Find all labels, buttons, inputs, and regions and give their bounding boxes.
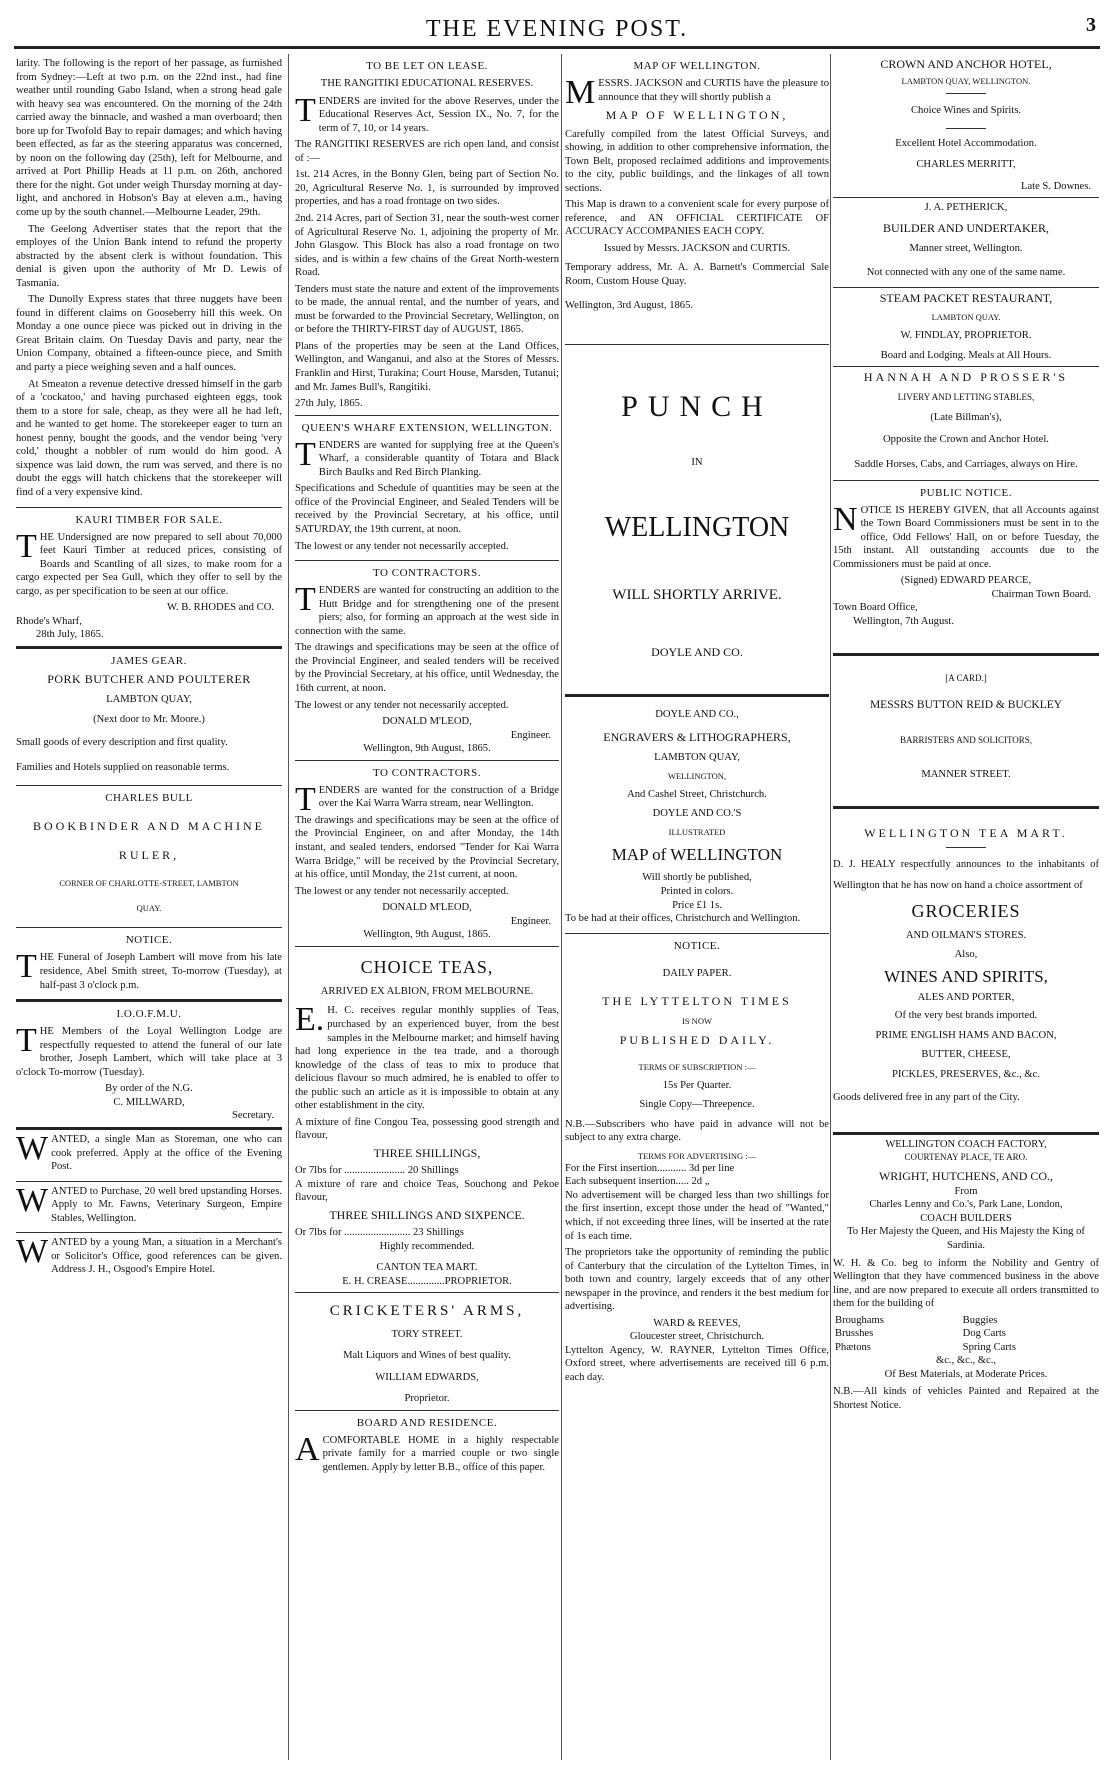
ad-heading: TO CONTRACTORS. (373, 567, 481, 580)
ad-address: And Cashel Street, Christchurch. (627, 788, 767, 800)
ad-title: ENGRAVERS & LITHOGRAPHERS, (603, 729, 791, 744)
ad-line: ALES AND PORTER, (917, 992, 1015, 1004)
ad-line: PICKLES, PRESERVES, &c., &c. (891, 1068, 1041, 1080)
ad-heading: WELLINGTON COACH FACTORY, (885, 1139, 1047, 1151)
masthead-rule (14, 46, 1100, 49)
list-item: Spring Carts (962, 1341, 1016, 1353)
ad-body: 1st. 214 Acres, in the Bonny Glen, being part of Section No. 20, Agricultural Reserve No. 1, is surrounded by improved properties, and has a road frontage on two sides. (295, 169, 559, 208)
ad-body: TENDERS are invited for the above Reserves, under the Educational Reserves Act, Session IX., No. 7, for the term of 7, 10, or 14 years. (295, 91, 559, 134)
crown-anchor-ad (833, 54, 1099, 198)
ad-line: ILLUSTRATED (668, 826, 726, 837)
table-row (833, 1314, 1099, 1328)
ad-body: The drawings and specifications may be seen at the office of the Provincial Engineer, and sealed tenders will be received by the Provincial Secretary, at his office, until Wednesday, the 16th current, at noon. (295, 642, 559, 695)
list-item: Brusshes (835, 1328, 874, 1340)
ad-line: Choice Wines and Spirits. (910, 105, 1021, 117)
ad-line: Of Best Materials, at Moderate Prices. (884, 1368, 1048, 1380)
ad-date: Wellington, 7th August. (853, 616, 954, 627)
ad-line: Of the very best brands imported. (894, 1010, 1038, 1021)
ad-title: THE RANGITIKI EDUCATIONAL RESERVES. (320, 78, 534, 90)
ad-heading: QUEEN'S WHARF EXTENSION, WELLINGTON. (301, 421, 553, 434)
ad-body: Specifications and Schedule of quantities may be seen at the office of the Provincial Engineer, and Sealed Tenders will be received by the Provincial Secretary, at his office, until SATURDAY, the 19th current, at noon. (295, 483, 559, 536)
lease-ad (295, 54, 559, 416)
ad-line: Charles Lenny and Co.'s, Park Lane, London, (869, 1199, 1063, 1211)
ad-line: Not connected with any one of the same name. (866, 266, 1066, 278)
ad-line: Small goods of every description and first quality. (16, 737, 228, 749)
ad-heading: NOTICE. (673, 939, 721, 952)
ad-line: Board and Lodging. Meals at All Hours. (880, 349, 1052, 361)
ad-place: Rhode's Wharf, (16, 615, 82, 627)
list-item: Phætons (835, 1341, 871, 1353)
ad-line: To Her Majesty the Queen, and His Majesty the King of Sardinia. (847, 1226, 1085, 1251)
ad-title: BUILDER AND UNDERTAKER, (883, 220, 1049, 235)
punch-in: IN (691, 457, 703, 469)
steam-packet-ad (833, 288, 1099, 367)
ad-signature: DONALD M'LEOD, (382, 902, 472, 914)
list-item: Broughams (835, 1314, 884, 1326)
column-2 (295, 54, 559, 1760)
ad-line: &c., &c., &c., (935, 1355, 996, 1367)
ad-body: THE Funeral of Joseph Lambert will move from his late residence, Abel Smith street, To-morrow (Tuesday), at half-past 3 o'clock p.m. (16, 948, 282, 991)
ad-date: 27th July, 1865. (295, 398, 363, 410)
ad-body: NOTICE IS HEREBY GIVEN, that all Accounts against the Town Board Commissioners must be sent in to the office, Odd Fellows' Hall, on or before Tuesday, the 15th instant. All outstanding accounts due to the Commissioners must be paid at once. (833, 500, 1099, 570)
ad-body: MESSRS. JACKSON and CURTIS have the pleasure to announce that they will shortly publish a (565, 74, 829, 112)
ad-line: Excellent Hotel Accommodation. (895, 137, 1037, 149)
ad-address: CORNER OF CHARLOTTE-STREET, LAMBTON (59, 877, 239, 888)
ad-note: (Next door to Mr. Moore.) (93, 713, 205, 725)
ad-line: Also, (954, 949, 978, 961)
ad-address: LAMBTON QUAY, (106, 694, 192, 706)
ad-heading: J. A. PETHERICK, (924, 202, 1008, 214)
ad-title: WELLINGTON TEA MART. (864, 825, 1068, 840)
ad-date: 28th July, 1865. (36, 629, 104, 641)
ad-line: From (954, 1185, 978, 1197)
divider (946, 847, 986, 848)
ad-title: HANNAH AND PROSSER'S (863, 370, 1069, 385)
wanted-ad (16, 1130, 282, 1182)
ad-signature: W. FINDLAY, PROPRIETOR. (900, 330, 1032, 342)
divider (946, 128, 986, 129)
ad-signature: DONALD M'LEOD, (382, 716, 472, 728)
ad-body: The lowest or any tender not necessarily accepted. (295, 885, 509, 897)
punch-title: PUNCH (621, 390, 773, 424)
column-1 (16, 54, 282, 1760)
ad-heading: I.O.O.F.M.U. (116, 1008, 182, 1021)
ad-body: 2nd. 214 Acres, part of Section 31, near the south-west corner of Agricultural Reserve No. 1, adjoining the property of Mr. John Glasgow. This Block has also a road frontage on two sides, and is within a few chains of the Great North-western Road. (295, 213, 559, 279)
ad-heading: KAURI TIMBER FOR SALE. (75, 513, 223, 526)
cricketers-arms-ad (295, 1293, 559, 1410)
ad-line: Each subsequent insertion..... 2d „ (565, 1176, 710, 1188)
public-notice (833, 481, 1099, 656)
ad-heading: MAP OF WELLINGTON. (633, 60, 761, 72)
column-3 (565, 54, 829, 1760)
ad-body: The RANGITIKI RESERVES are rich open land, and consist of :— (295, 139, 559, 164)
ad-signature: (Signed) EDWARD PEARCE, (900, 575, 1032, 587)
ad-body: Lyttelton Agency, W. RAYNER, Lyttelton Times Office, Oxford street, where advertisements are received till 6 p.m. each day. (565, 1344, 829, 1383)
ad-price: Price £1 1s. (672, 899, 722, 911)
ad-body: Carefully compiled from the latest Official Surveys, and showing, in addition to other comprehensive information, the Town Belt, proposed reclaimed additions and improvements to the city, public buildings, and the linkages of all town sections. (565, 128, 829, 194)
contractors-ad (295, 761, 559, 947)
vehicle-list (833, 1314, 1099, 1355)
table-row (833, 1327, 1099, 1341)
column-divider (830, 54, 831, 1760)
ad-body: WANTED, a single Man as Storeman, one who can cook preferred. Apply at the office of the Evening Post. (16, 1130, 282, 1173)
ad-body: WANTED by a young Man, a situation in a Merchant's or Solicitor's Office, good references can be given. Address J. H., Osgood's Empire Hotel. (16, 1233, 282, 1276)
column-divider (288, 54, 289, 1760)
ad-body: Goods delivered free in any part of the City. (833, 1092, 1020, 1104)
ad-date: Wellington, 9th August, 1865. (363, 929, 491, 941)
ad-line: Highly recommended. (379, 1240, 475, 1252)
ad-address: QUAY. (136, 902, 162, 913)
column-divider (561, 54, 562, 1760)
funeral-notice (16, 928, 282, 1002)
wanted-ad (16, 1233, 282, 1284)
ad-body: THE Members of the Loyal Wellington Lodge are respectfully requested to attend the funeral of our late brother, Joseph Lambert, which will take place at 3 o'clock To-morrow (Tuesday). (16, 1022, 282, 1078)
ad-proprietor: E. H. CREASE..............PROPRIETOR. (342, 1275, 512, 1287)
ad-role: Secretary. (232, 1110, 274, 1122)
punch-city: WELLINGTON (604, 512, 790, 544)
ad-heading: TO CONTRACTORS. (373, 766, 481, 779)
ad-line: Families and Hotels supplied on reasonable terms. (16, 761, 230, 773)
ad-title: GROCERIES (911, 900, 1021, 921)
lyttelton-times-ad (565, 934, 829, 1392)
card-ad (833, 656, 1099, 809)
ad-line: IS NOW (682, 1015, 712, 1026)
ad-line: DOYLE AND CO.'S (652, 808, 742, 820)
ad-line: (Late Billman's), (930, 412, 1002, 424)
ad-subtitle: DAILY PAPER. (662, 967, 732, 979)
ad-line: Printed in colors. (660, 886, 734, 897)
james-gear-ad (16, 649, 282, 786)
ad-body: To be had at their offices, Christchurch and Wellington. (565, 913, 801, 925)
ad-title: THE LYTTELTON TIMES (602, 994, 792, 1009)
tea-mart-ad (833, 809, 1099, 1136)
ad-heading: NOTICE. (125, 934, 173, 947)
ad-body: The drawings and specifications may be seen at the office of the Provincial Engineer, on and after Monday, the 14th instant, and sealed tenders, endorsed "Tender for Kai Warra Warra Bridge," will be received by the Provincial Secretary, at his office, until Monday, the 21st current, at noon. (295, 814, 559, 881)
map-ad (565, 54, 829, 345)
tea-price-line: Or 7lbs for ......................... 23 Shillings (295, 1227, 464, 1239)
column-4 (833, 54, 1099, 1760)
ad-body: The lowest or any tender not necessarily accepted. (295, 699, 509, 711)
ad-body: Tenders must state the nature and extent of the improvements to be made, the annual rental, and the number of years, and must be forwarded to the Provincial Secretary, Wellington, on or before the THIRTY-FIRST day of AUGUST, 1865. (295, 283, 559, 336)
ad-body: No advertisement will be charged less than two shillings for the first insertion, except those under the head of "Wanted," which, if not exceeding three lines, will be inserted at the rate of 1s each time. (565, 1189, 829, 1242)
masthead (0, 0, 1114, 52)
ad-title: MAP OF WELLINGTON, (605, 108, 789, 123)
ad-address: LAMBTON QUAY, WELLINGTON. (901, 76, 1031, 87)
ad-address: LAMBTON QUAY. (931, 312, 1001, 323)
ad-title: CRICKETERS' ARMS, (329, 1303, 525, 1320)
ad-line: CANTON TEA MART. (376, 1262, 478, 1274)
coach-factory-ad (833, 1135, 1099, 1419)
ad-line: Malt Liquors and Wines of best quality. (343, 1350, 511, 1362)
ad-line: Saddle Horses, Cabs, and Carriages, always on Hire. (854, 459, 1078, 471)
ad-body: W. H. & Co. beg to inform the Nobility and Gentry of Wellington that they have commenced business in the above line, and are now prepared to execute all orders transmitted to them for the building of (833, 1257, 1099, 1310)
ad-heading: PUBLIC NOTICE. (920, 486, 1012, 499)
wharf-ad (295, 416, 559, 561)
ad-address: LAMBTON QUAY, (654, 752, 740, 764)
ad-line: TERMS FOR ADVERTISING :— (637, 1150, 757, 1161)
kauri-timber-ad (16, 508, 282, 649)
ad-title: WRIGHT, HUTCHENS, AND CO., (878, 1169, 1054, 1184)
ad-line: Single Copy—Threepence. (639, 1099, 755, 1111)
ad-city: WELLINGTON, (667, 770, 727, 781)
list-item: Dog Carts (962, 1328, 1006, 1340)
ad-body: The proprietors take the opportunity of reminding the public of Canterbury that the circulation of the Lyttelton Times, in both town and country, largely exceeds that of any other newspaper in the province, and renders it the best medium for advertising. (565, 1247, 829, 1313)
ad-address: Manner street, Wellington. (909, 243, 1023, 255)
article-paragraph: The Geelong Advertiser states that the report that the employes of the Union Bank intend to refund the property abstracted by the absent clerk is without foundation. This denial is given upon the authority of Mr D. Lewis of Tasmania. (16, 223, 282, 289)
ad-body: Plans of the properties may be seen at the Land Offices, Wellington, and Wanganui, and also at the Stores of Messrs. Franklin and Hirst, Turakina; Court House, Marsden, Tutanui; and Mr. James Bull's, Rangitiki. (295, 340, 559, 393)
ad-body: D. J. HEALY respectfully announces to the inhabitants of Wellington that he has now on hand a choice assortment of (833, 859, 1099, 892)
article-paragraph: The Dunolly Express states that three nuggets have been found in different claims on Gooseberry hill this week. On Monday a one ounce piece was picked out in driving in the Great Britain claim. On Tuesday Davis and party, near the Union Company, obtained a fifteen-ounce piece, and Smith and party a piece weighing seven and a half ounces. (16, 294, 282, 374)
ad-body: TENDERS are wanted for constructing an addition to the Hutt Bridge and for strengthening one of the present piers; also, for forming an approach at the west side in connection with the same. (295, 581, 559, 637)
wanted-ad (16, 1182, 282, 1234)
ioofmu-notice (16, 1002, 282, 1130)
ad-body: N.B.—All kinds of vehicles Painted and Repaired at the Shortest Notice. (833, 1386, 1099, 1411)
table-row (833, 1341, 1099, 1355)
punch-ad (565, 345, 829, 697)
ad-heading: CHARLES BULL (105, 791, 193, 804)
ad-line: AND OILMAN'S STORES. (905, 929, 1027, 941)
ad-body: ACOMFORTABLE HOME in a highly respectable private family for a married couple or two single gentlemen. Apply by letter B.B., office of this paper. (295, 1430, 559, 1473)
ad-body: TENDERS are wanted for the construction of a Bridge over the Kai Warra Warra stream, near Wellington. (295, 780, 559, 818)
doyle-ad (565, 697, 829, 933)
petherick-ad (833, 198, 1099, 288)
board-residence-ad (295, 1411, 559, 1482)
ad-title: MAP of WELLINGTON (611, 844, 783, 864)
ad-subtitle: LIVERY AND LETTING STABLES, (897, 391, 1035, 402)
ad-body: WANTED to Purchase, 20 well bred upstanding Horses. Apply to Mr. Fawns, Veterinary Surgeon, Empire Stables, Wellington. (16, 1181, 282, 1224)
ad-line: Opposite the Crown and Anchor Hotel. (883, 433, 1049, 445)
divider (946, 93, 986, 94)
ad-line: For the First insertion........... 3d per line (565, 1162, 735, 1174)
hannah-prosser-ad (833, 367, 1099, 480)
ad-heading: DOYLE AND CO., (655, 709, 739, 721)
ad-subtitle: BARRISTERS AND SOLICITORS, (899, 734, 1033, 745)
ad-role: Proprietor. (404, 1393, 450, 1405)
page-number: 3 (1086, 14, 1096, 36)
ad-title: PORK BUTCHER AND POULTERER (47, 672, 251, 687)
ad-role: Chairman Town Board. (991, 588, 1091, 600)
ad-body: E.H. C. receives regular monthly supplies of Teas, purchased by an experienced buyer, from the best samples in the Melbourne market; and himself having had long experience in the tea trade, and a thorough knowledge of the class of teas to mix to produce that delicious flavour so much admired, he is enabled to offer to the public such an article as it is impossible to obtain at any other establishment in the city. (295, 1001, 559, 1112)
ad-signature: WARD & REEVES, (653, 1317, 741, 1329)
ad-body: This Map is drawn to a convenient scale for every purpose of reference, and AN OFFICIAL CERTIFICATE OF ACCURACY ACCOMPANIES EACH COPY. (565, 199, 829, 238)
ad-address: COURTENAY PLACE, TE ARO. (904, 1151, 1028, 1162)
tea-price: THREE SHILLINGS AND SIXPENCE. (329, 1207, 525, 1222)
ad-line: Issued by Messrs. JACKSON and CURTIS. (603, 242, 791, 254)
newspaper-title: THE EVENING POST. (425, 16, 689, 42)
ad-heading: JAMES GEAR. (111, 654, 187, 667)
ad-role: Engineer. (510, 729, 551, 741)
ad-title: STEAM PACKET RESTAURANT, (879, 291, 1053, 306)
tea-price-line: Or 7lbs for ....................... 20 Shillings (295, 1165, 459, 1177)
ad-body: THE Undersigned are now prepared to sell about 70,000 feet Kauri Timber at reduced prices, consisting of Boards and Scantling of all sizes, to make room for a cargo expected per Sea Gull, which they offer to sell by the cargo, as per specification to be seen at our office. (16, 527, 282, 597)
ad-body: A mixture of rare and choice Teas, Souchong and Pekoe flavour, (295, 1178, 559, 1204)
article-paragraph: larity. The following is the report of her passage, as furnished from Sydney:—Left at two p.m. on the 22nd inst., had fine weather until rounding Gabo Island, when a strong head gale with heavy sea was encountered. On the morning of the 24th carried away the binnacle, and washed a man overboard; then bore up for Twofold Bay to repair damages; and which having been effected, as far as the steering apparatus was concerned, by noon on the following day (25th), left for Melbourne, and arrived at Port Phillip Heads at 11 p.m. on 26th, anchored there for the night. Got under weigh Thursday morning at day-light, and anchored in Hobson's Bay at eleven a.m., having come up by the south channel.—Melbourne Leader, 29th. (16, 58, 282, 219)
ad-signature: CHARLES MERRITT, (916, 159, 1016, 171)
ad-signature: W. B. RHODES and CO. (166, 602, 274, 614)
contractors-ad (295, 561, 559, 761)
ad-role: Engineer. (510, 915, 551, 927)
ad-subtitle: ARRIVED EX ALBION, FROM MELBOURNE. (320, 985, 534, 997)
choice-teas-ad (295, 947, 559, 1294)
ad-body: Temporary address, Mr. A. A. Barnett's Commercial Sale Room, Custom House Quay. (565, 262, 829, 287)
ad-address: TORY STREET. (391, 1328, 463, 1340)
punch-arrive: WILL SHORTLY ARRIVE. (612, 586, 782, 603)
punch-publisher: DOYLE AND CO. (651, 645, 743, 660)
article-paragraph: At Smeaton a revenue detective dressed himself in the garb of a 'cockatoo,' and having purchased eighteen eggs, took them to a store for sale, cheap, as they were all he had left, and he wanted to get home. The storekeeper eager to turn an honest penny, bought the goods, and the vendor being 'very cold,' thought a nobbler of rum would do him good. A sixpence was laid down, the rum was served, and there is no doubt the eggs will hatch chickens that the storekeeper will find of a very expensive kind. (16, 378, 282, 498)
ad-title: PUBLISHED DAILY. (619, 1032, 775, 1047)
ad-date: Wellington, 3rd August, 1865. (565, 299, 694, 311)
ad-role: Late S. Downes. (1020, 180, 1091, 192)
ad-line: PRIME ENGLISH HAMS AND BACON, (875, 1029, 1057, 1041)
ad-signature: C. MILLWARD, (113, 1096, 185, 1108)
ad-body: The lowest or any tender not necessarily accepted. (295, 540, 509, 552)
ad-signature: WILLIAM EDWARDS, (375, 1371, 479, 1383)
ad-body: N.B.—Subscribers who have paid in advance will not be subject to any extra charge. (565, 1118, 829, 1144)
ad-line: BUTTER, CHEESE, (921, 1049, 1011, 1061)
ad-line: TERMS OF SUBSCRIPTION :— (638, 1061, 756, 1072)
ad-date: Wellington, 9th August, 1865. (363, 743, 491, 755)
tea-price: THREE SHILLINGS, (373, 1145, 481, 1160)
ad-place: Town Board Office, (833, 602, 918, 614)
ad-body: A mixture of fine Congou Tea, possessing good strength and flavour, (295, 1116, 559, 1142)
ad-title: CHOICE TEAS, (360, 956, 494, 977)
ad-heading: BOARD AND RESIDENCE. (356, 1416, 498, 1429)
ad-line: COACH BUILDERS (920, 1212, 1012, 1224)
ad-title: RULER, (118, 848, 180, 863)
news-article (16, 54, 282, 508)
ad-title: WINES AND SPIRITS, (884, 966, 1048, 986)
ad-line: Will shortly be published, (642, 872, 752, 884)
charles-bull-ad (16, 786, 282, 929)
ad-title: MESSRS BUTTON REID & BUCKLEY (869, 699, 1063, 712)
ad-address: MANNER STREET. (921, 769, 1011, 781)
ad-title: BOOKBINDER AND MACHINE (32, 818, 265, 833)
ad-line: 15s Per Quarter. (662, 1079, 732, 1091)
list-item: Buggies (962, 1314, 998, 1326)
ad-title: CROWN AND ANCHOR HOTEL, (880, 57, 1052, 71)
ad-line: By order of the N.G. (105, 1083, 193, 1095)
ad-heading: TO BE LET ON LEASE. (366, 60, 488, 72)
ad-body: TENDERS are wanted for supplying free at the Queen's Wharf, a considerable quantity of Totara and Black Birch Baulks and Red Birch Planking. (295, 435, 559, 478)
ad-address: Gloucester street, Christchurch. (629, 1331, 765, 1343)
ad-heading: [A CARD.] (945, 672, 987, 683)
